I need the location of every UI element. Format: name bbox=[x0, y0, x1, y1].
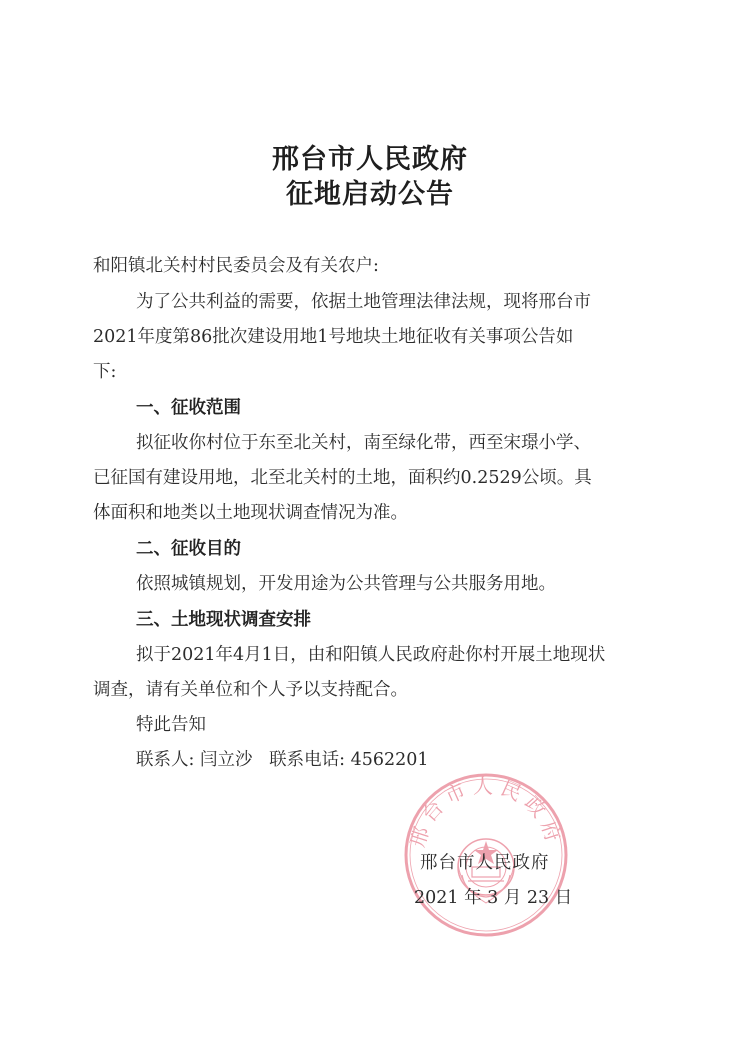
section-scope-line-3: 体面积和地类以土地现状调查情况为准。 bbox=[93, 503, 408, 523]
section-survey-line-2: 调查，请有关单位和个人予以支持配合。 bbox=[93, 680, 408, 700]
section-purpose-line-1: 依照城镇规划，开发用途为公共管理与公共服务用地。 bbox=[136, 574, 556, 594]
addressee: 和阳镇北关村村民委员会及有关农户: bbox=[93, 256, 379, 276]
section-scope-line-2: 已征国有建设用地，北至北关村的土地，面积约0.2529公顷。具 bbox=[93, 468, 592, 488]
svg-text:邢台市人民政府: 邢台市人民政府 bbox=[404, 773, 568, 850]
intro-line-2: 2021年度第86批次建设用地1号地块土地征收有关事项公告如 bbox=[93, 327, 574, 347]
document-title-line1: 邢台市人民政府 bbox=[272, 144, 468, 175]
section-heading-purpose: 二、征收目的 bbox=[136, 539, 241, 559]
section-scope-line-1: 拟征收你村位于东至北关村，南至绿化带，西至宋璟小学、 bbox=[136, 433, 591, 453]
intro-line-3: 下: bbox=[93, 362, 117, 382]
section-survey-line-1: 拟于2021年4月1日，由和阳镇人民政府赴你村开展土地现状 bbox=[136, 645, 606, 665]
closing-text: 特此告知 bbox=[136, 715, 206, 735]
signature-organization: 邢台市人民政府 bbox=[420, 853, 550, 873]
intro-line-1: 为了公共利益的需要，依据土地管理法律法规，现将邢台市 bbox=[136, 292, 591, 312]
signature-date: 2021 年 3 月 23 日 bbox=[414, 888, 573, 908]
section-heading-survey: 三、土地现状调查安排 bbox=[136, 610, 311, 630]
section-heading-scope: 一、征收范围 bbox=[136, 398, 241, 418]
document-title-line2: 征地启动公告 bbox=[286, 179, 454, 210]
contact-info: 联系人: 闫立沙 联系电话: 4562201 bbox=[136, 750, 429, 770]
